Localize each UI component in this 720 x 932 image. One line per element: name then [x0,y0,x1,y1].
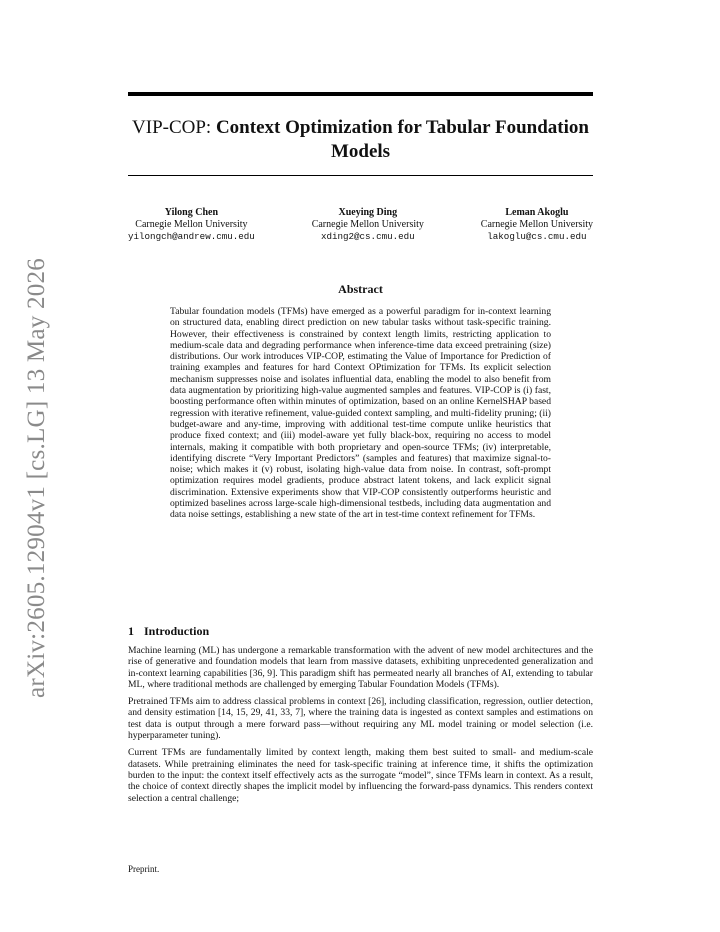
preprint-footer: Preprint. [128,864,160,874]
paper-title-lead: VIP-COP: [132,117,216,138]
author-email: xding2@cs.cmu.edu [320,231,415,242]
intro-paragraph: Pretrained TFMs aim to address classical problems in context [26], including classification, regression, outlier detection, and density estimation [14, 15, 29, 41, 33, 7], where the training data is ingested as context samples and estimations on test data is output through a mere forward pass—without requiring any ML model training or model selection (i.e. hyperparameter tuning). [128,696,593,742]
author-email: lakoglu@cs.cmu.edu [487,231,587,242]
arxiv-identifier-text: arXiv:2605.12904v1 [cs.LG] 13 May 2026 [23,259,50,698]
author-block [312,207,424,243]
author-affiliation: Carnegie Mellon University [480,219,593,230]
arxiv-identifier-stamp [18,258,52,698]
paper-title [128,116,593,164]
intro-paragraph: Machine learning (ML) has undergone a remarkable transformation with the advent of new model architectures and the rise of generative and foundation models that learn from massive datasets, exhibiting unprecedented generalization and in-context learning capabilities [36, 9]. This paradigm shift has permeated nearly all branches of AI, extending to tabular ML, where traditional methods are challenged by emerging Tabular Foundation Models (TFMs). [128,645,593,690]
title-bottom-rule [128,175,593,176]
paper-title-rest: Context Optimization for Tabular Foundation Models [215,117,589,162]
arxiv-identifier-svg [18,258,52,698]
section-heading [128,624,209,639]
author-affiliation: Carnegie Mellon University [135,219,248,230]
section-number: 1 [128,624,134,638]
author-list [128,207,593,243]
author-name: Yilong Chen [164,207,219,218]
abstract-body [170,306,551,521]
title-top-rule [128,92,593,96]
author-email: yilongch@andrew.cmu.edu [128,231,255,242]
author-name: Leman Akoglu [505,207,569,218]
intro-paragraph: Current TFMs are fundamentally limited by context length, making them best suited to small- and medium-scale datasets. While pretraining eliminates the need for task-specific training at inference time, it shifts the optimization burden to the input: the context itself effectively acts as the surrogate “model”, since TFMs learn in context. As a result, the choice of context directly shapes the implicit model by influencing the forward-pass dynamics. This renders context selection a central challenge; [128,747,593,804]
abstract-heading: Abstract [338,282,383,296]
author-block [481,207,593,243]
author-affiliation: Carnegie Mellon University [311,219,424,230]
author-name: Xueying Ding [338,207,398,218]
section-title: Introduction [144,624,210,638]
abstract-text: Tabular foundation models (TFMs) have emerged as a powerful paradigm for in-context learning on structured data, enabling direct prediction on new tabular tasks without task-specific training. However, their effectiveness is constrained by context length limits, restricting application to medium-scale data and degrading performance when inference-time data exceed pretraining (size) distributions. Our work introduces VIP-COP, estimating the Value of Importance for Prediction of training examples and features for hard Context OPtimization for TFMs. Its explicit selection mechanism suppresses noise and isolates influential data, enabling the model to also benefit from data augmentation by prioritizing high-value augmented samples and features. VIP-COP is (i) fast, boosting performance often within minutes of optimization, based on an online KernelSHAP based regression with iterative refinement, value-guided context sampling, and multi-fidelity pruning; (ii) budget-aware and any-time, improving with additional test-time compute unlike heuristics that produce fixed context; and (iii) model-aware yet fully black-box, requiring no access to model internals, making it compatible with both proprietary and open-source TFMs; (iv) interpretable, identifying discrete “Very Important Predictors” (samples and features) that maximize signal-to-noise; which makes it (v) robust, isolating high-value data from noise. In contrast, soft-prompt optimization requires model gradients, produce abstract latent tokens, and lack explicit signal discrimination. Extensive experiments show that VIP-COP consistently outperforms heuristic and optimized baselines across large-scale high-dimensional testbeds, including data augmentation and data noise settings, establishing a new state of the art in test-time context refinement for TFMs. [170,306,551,521]
introduction-body [128,645,593,810]
author-block [128,207,255,243]
